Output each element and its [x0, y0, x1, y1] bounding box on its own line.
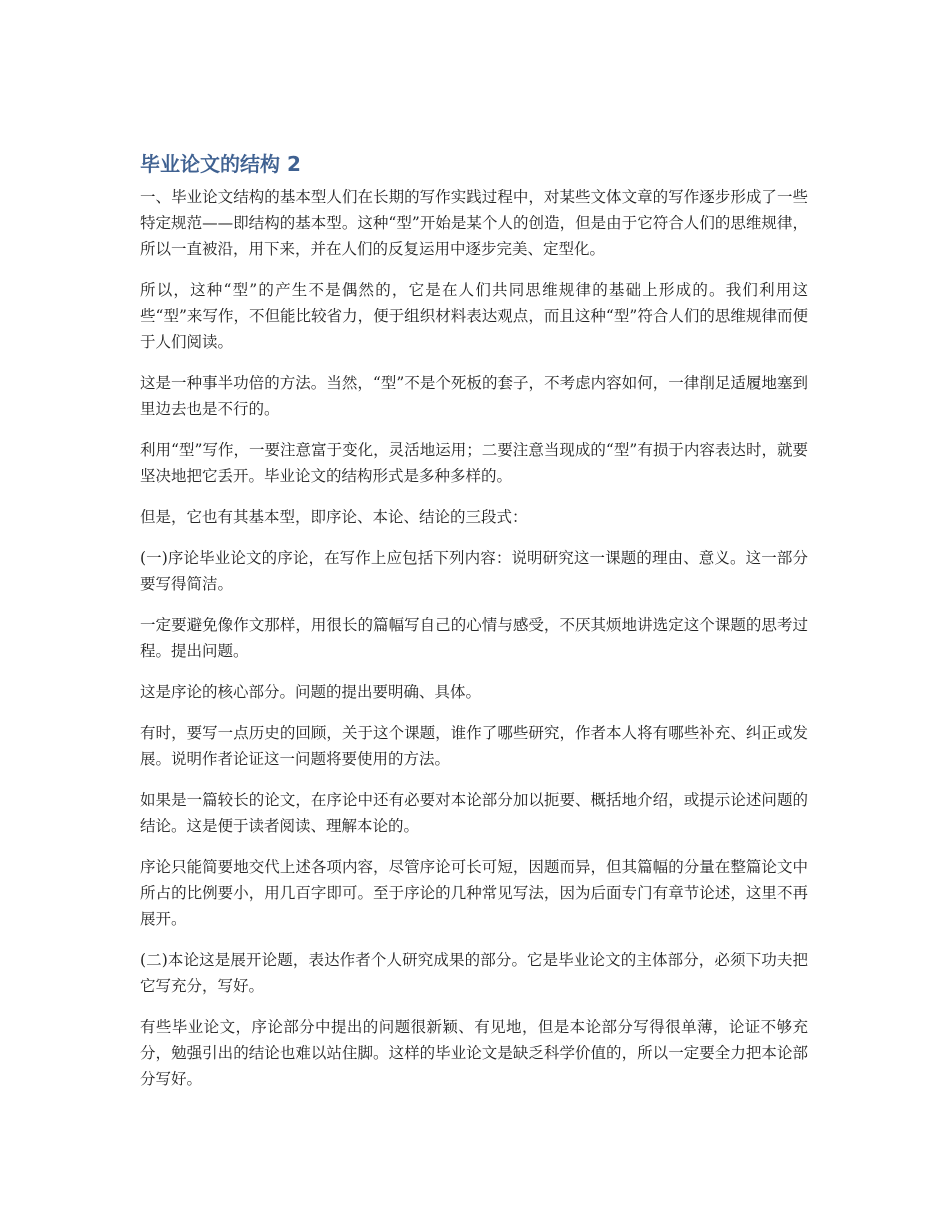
document-page	[140, 148, 808, 1107]
paragraph: 如果是一篇较长的论文，在序论中还有必要对本论部分加以扼要、概括地介绍，或提示论述问题的结论。这是便于读者阅读、理解本论的。	[140, 791, 808, 835]
paragraph: 一定要避免像作文那样，用很长的篇幅写自己的心情与感受，不厌其烦地讲选定这个课题的思考过程。提出问题。	[140, 616, 808, 660]
paragraph: 一、毕业论文结构的基本型人们在长期的写作实践过程中，对某些文体文章的写作逐步形成了一些特定规范——即结构的基本型。这种“型”开始是某个人的创造，但是由于它符合人们的思维规律，所以一直被沿，用下来，并在人们的反复运用中逐步完美、定型化。	[140, 188, 808, 258]
paragraph: 这是一种事半功倍的方法。当然，“型”不是个死板的套子，不考虑内容如何，一律削足适履地塞到里边去也是不行的。	[140, 374, 808, 418]
paragraph: 但是，它也有其基本型，即序论、本论、结论的三段式：	[140, 508, 528, 526]
paragraph: 这是序论的核心部分。问题的提出要明确、具体。	[140, 683, 482, 701]
paragraph: 有时，要写一点历史的回顾，关于这个课题，谁作了哪些研究，作者本人将有哪些补充、纠正或发展。说明作者论证这一问题将要使用的方法。	[140, 724, 808, 768]
paragraph: (二)本论这是展开论题，表达作者个人研究成果的部分。它是毕业论文的主体部分，必须下功夫把它写充分，写好。	[140, 951, 808, 995]
paragraph: 有些毕业论文，序论部分中提出的问题很新颖、有见地，但是本论部分写得很单薄，论证不够充分，勉强引出的结论也难以站住脚。这样的毕业论文是缺乏科学价值的，所以一定要全力把本论部分写好。	[140, 1018, 808, 1088]
document-title: 毕业论文的结构 2	[140, 152, 301, 176]
paragraph: 序论只能简要地交代上述各项内容，尽管序论可长可短，因题而异，但其篇幅的分量在整篇论文中所占的比例要小，用几百字即可。至于序论的几种常见写法，因为后面专门有章节论述，这里不再展开。	[140, 858, 808, 928]
paragraph: 所以，这种“型”的产生不是偶然的，它是在人们共同思维规律的基础上形成的。我们利用这些“型”来写作，不但能比较省力，便于组织材料表达观点，而且这种“型”符合人们的思维规律而便于人们阅读。	[140, 281, 808, 351]
paragraph: (一)序论毕业论文的序论，在写作上应包括下列内容：说明研究这一课题的理由、意义。这一部分要写得简洁。	[140, 549, 808, 593]
paragraph: 利用“型”写作，一要注意富于变化，灵活地运用；二要注意当现成的“型”有损于内容表达时，就要坚决地把它丢开。毕业论文的结构形式是多种多样的。	[140, 441, 808, 485]
